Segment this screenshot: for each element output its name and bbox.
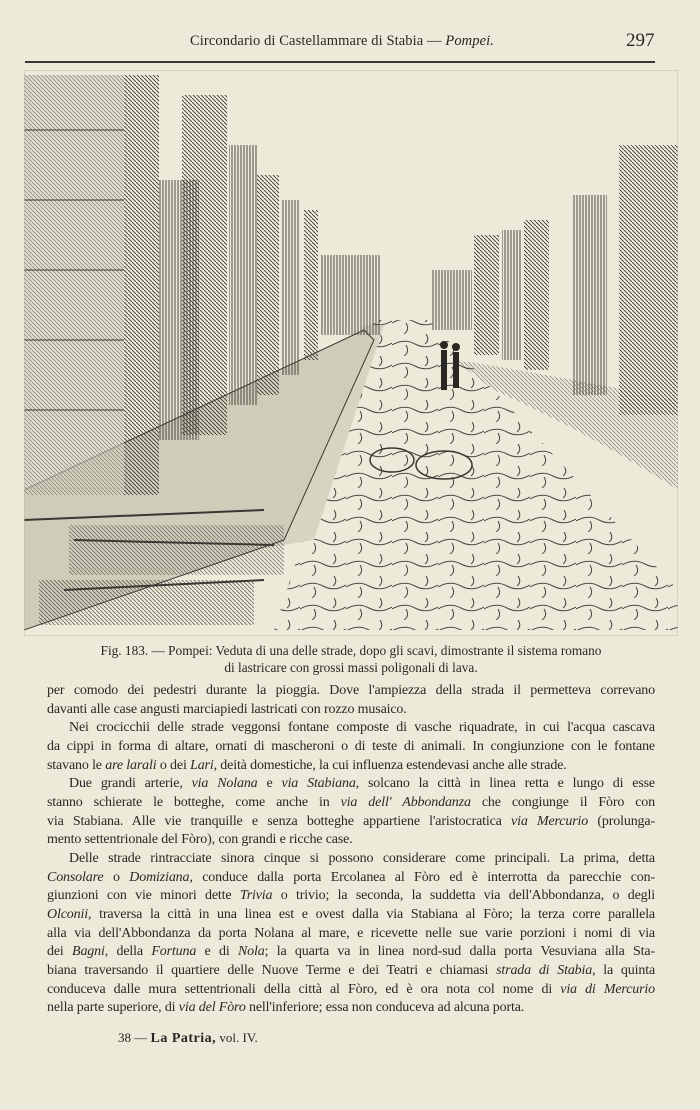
text-segment: che congiunge il Fòro con xyxy=(470,794,655,810)
text-segment: o xyxy=(103,869,130,885)
figure-illustration-pompeii-street xyxy=(24,70,678,636)
header-rule xyxy=(25,61,655,63)
italic-term: Lari xyxy=(190,757,214,773)
text-segment: conduceva dalle mura settentrionali della città al Fòro, ed è ora nota col nome di xyxy=(47,981,561,997)
italic-term: Fortuna xyxy=(151,944,197,960)
text-line xyxy=(47,831,655,850)
text-segment: , conduce dalla porta Ercolanea al Fòro ed è interrotta da parecchie con- xyxy=(189,869,656,885)
text-line xyxy=(47,887,655,906)
text-segment: biana traversando il quartiere delle Nuove Terme e dei Teatri e chiamasi xyxy=(47,962,497,978)
text-line xyxy=(47,719,655,738)
text-segment: per comodo dei pedestri durante la pioggia. Dove l'ampiezza della strada il permetteva correvano xyxy=(47,683,655,698)
text-segment: , traversa la città in una linea est e ovest dalla via Stabiana al Fòro; la terza corre parallela xyxy=(87,906,655,922)
text-segment: , solcano la città in linea retta e lungo di esse xyxy=(355,776,655,792)
running-header xyxy=(0,30,700,55)
text-segment: , la quinta xyxy=(592,962,656,978)
text-segment: ; la quarta va in linea nord-sud dalla porta Vesuviana alla Sta- xyxy=(264,944,655,960)
text-line xyxy=(47,794,655,813)
text-line xyxy=(47,850,655,869)
text-line xyxy=(47,775,655,794)
header-title-text: Circondario di Castellammare di Stabia — xyxy=(190,33,446,49)
italic-term: via Stabiana xyxy=(281,776,356,792)
text-segment: stanno schierate le botteghe, come anche in xyxy=(47,794,341,810)
volume-label: vol. IV. xyxy=(216,1030,258,1045)
header-title-place: Pompei. xyxy=(445,33,494,49)
text-segment: Delle strade rintracciate sinora cinque si possono considerare come principali. La prima, detta xyxy=(69,850,655,866)
text-segment: e di xyxy=(196,944,238,960)
text-segment: da cippi in forma di altare, ornati di mascheroni o di teste di animali. In congiunzione con le fontane xyxy=(47,738,655,754)
text-line xyxy=(47,925,655,944)
text-line xyxy=(47,869,655,888)
text-segment: (prolunga- xyxy=(588,813,655,829)
text-segment: alla via dell'Abbondanza da porta Nolana al mare, e ricevette nelle sue varie porzioni i nomi di via xyxy=(47,925,655,941)
text-line xyxy=(47,981,655,1000)
italic-term: via dell' Abbondanza xyxy=(340,794,471,810)
text-segment: nell'inferiore; essa non conduceva ad alcuna porta. xyxy=(245,1000,525,1016)
text-segment: davanti alle case angusti marciapiedi lastricati con rozzo musaico. xyxy=(47,701,407,717)
text-segment: o trivio; la seconda, la suddetta via dell'Abbondanza, o degli xyxy=(272,888,655,904)
footer-signature xyxy=(118,1030,258,1047)
italic-term: Nola xyxy=(237,944,265,960)
caption-line: Fig. 183. — Pompei: Veduta di una delle strade, dopo gli scavi, dimostrante il sistema romano xyxy=(100,643,602,658)
italic-term: Domiziana xyxy=(129,869,190,885)
caption-line: di lastricare con grossi massi poligonali di lava. xyxy=(224,660,478,675)
italic-term: Trivia xyxy=(239,888,273,904)
text-line xyxy=(47,999,655,1018)
italic-term: Consolare xyxy=(47,869,104,885)
text-segment: , deità domestiche, la cui influenza estendevasi anche alle strade. xyxy=(213,757,567,773)
italic-term: via del Fòro xyxy=(178,1000,246,1016)
header-title xyxy=(190,33,494,50)
text-segment: Nei crocicchii delle strade veggonsi fontane composte di vasche riquadrate, in cui l'acqua cascava xyxy=(69,720,655,736)
italic-term: Olconii xyxy=(47,906,88,922)
figure-caption xyxy=(47,642,655,676)
italic-term: via Mercurio xyxy=(511,813,589,829)
text-segment: , della xyxy=(104,944,152,960)
text-line xyxy=(47,906,655,925)
text-segment: stavano le xyxy=(47,757,106,773)
text-line xyxy=(47,943,655,962)
text-segment: nella parte superiore, di xyxy=(47,1000,179,1016)
text-line xyxy=(47,757,655,776)
text-line xyxy=(47,701,655,720)
text-segment: via Stabiana. Alle vie tranquille e senza botteghe appartiene l'aristocratica xyxy=(47,813,512,829)
page-number: 297 xyxy=(626,30,655,51)
text-segment: e xyxy=(257,776,282,792)
text-segment: o dei xyxy=(156,757,191,773)
text-line xyxy=(47,682,655,701)
text-line xyxy=(47,962,655,981)
text-segment: giunzioni con vie minori dette xyxy=(47,888,240,904)
text-line xyxy=(47,813,655,832)
book-title: La Patria, xyxy=(150,1031,217,1046)
text-segment: dei xyxy=(47,944,73,960)
text-segment: mento settentrionale del Fòro), con grandi e ricche case. xyxy=(47,832,353,848)
italic-term: via Nolana xyxy=(191,776,258,792)
body-text xyxy=(47,682,655,1018)
text-line xyxy=(47,738,655,757)
italic-term: Bagni xyxy=(72,944,105,960)
text-segment: Due grandi arterie, xyxy=(69,776,192,792)
signature-number: 38 — xyxy=(118,1030,151,1045)
italic-term: via di Mercurio xyxy=(560,981,656,997)
italic-term: are larali xyxy=(105,757,157,773)
italic-term: strada di Stabia xyxy=(496,962,593,978)
